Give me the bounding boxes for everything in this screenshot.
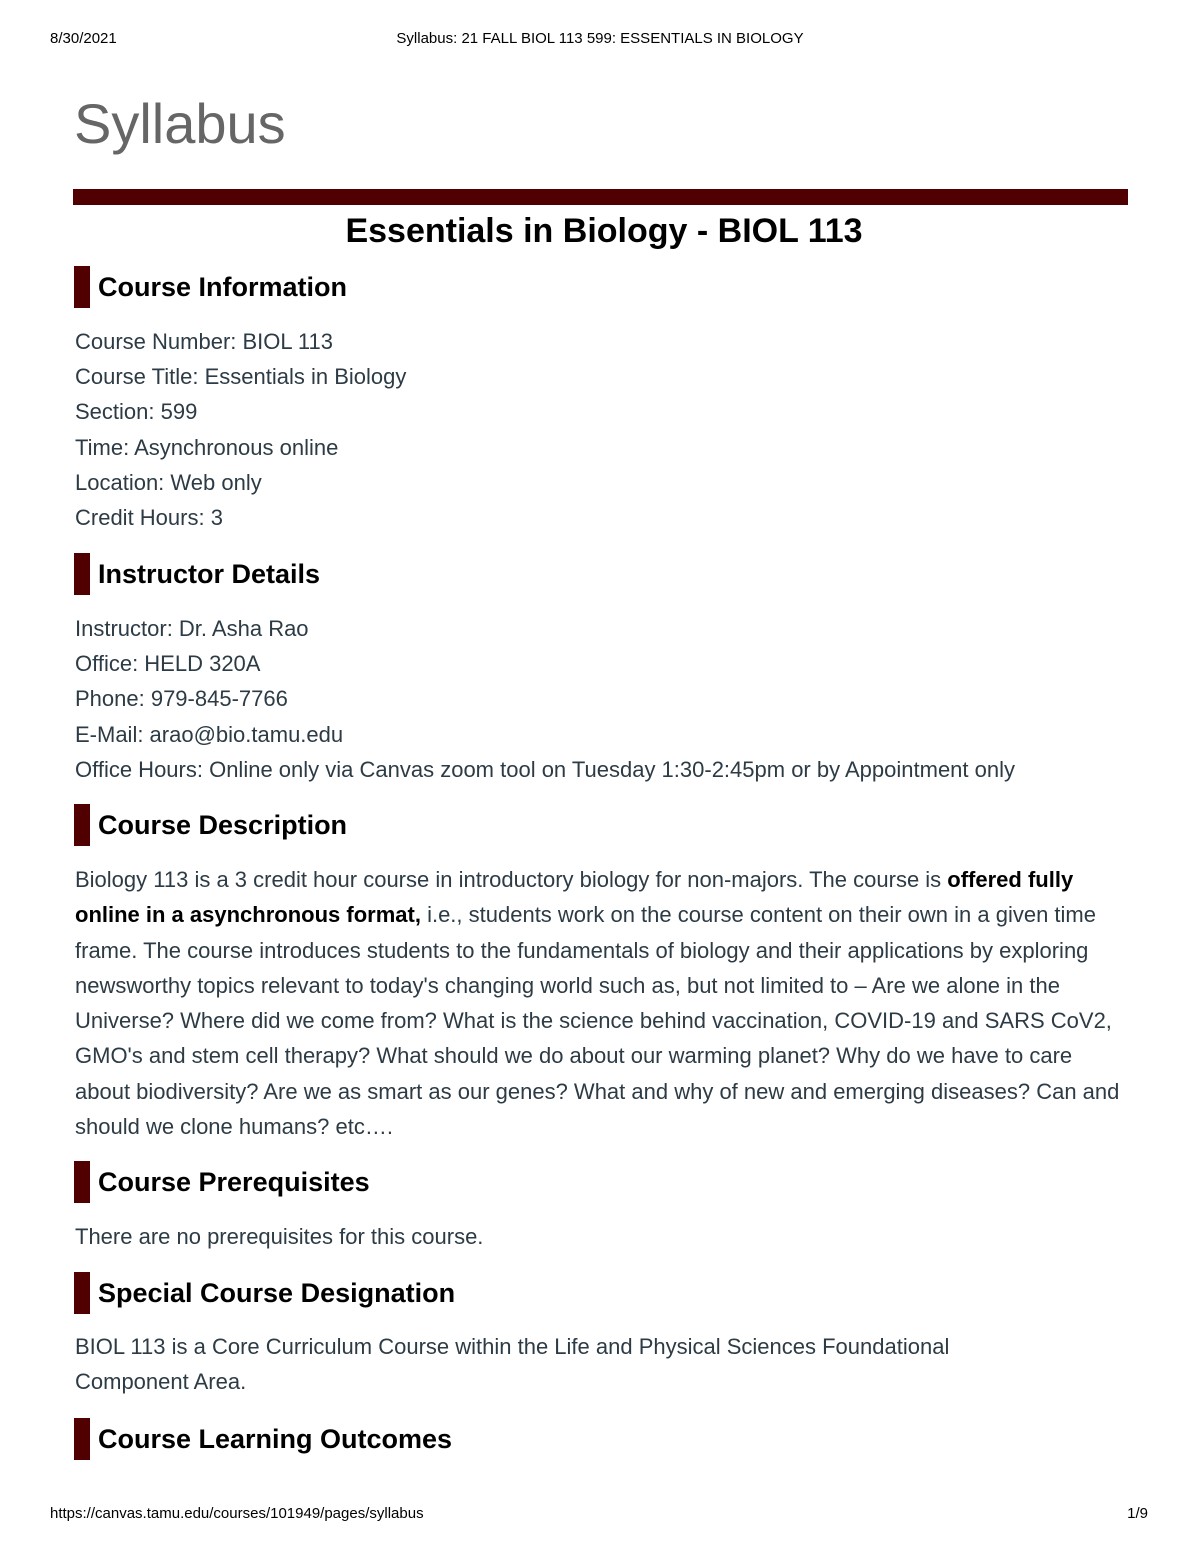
section-heading-instructor-details bbox=[74, 553, 320, 595]
instructor-office: Office: HELD 320A bbox=[75, 651, 261, 676]
course-number: Course Number: BIOL 113 bbox=[75, 329, 334, 354]
instructor-office-hours: Office Hours: Online only via Canvas zoom tool on Tuesday 1:30-2:45pm or by Appointment only bbox=[75, 757, 1015, 782]
section-title: Special Course Designation bbox=[98, 1277, 456, 1308]
course-section: Section: 599 bbox=[75, 399, 198, 424]
designation-text: BIOL 113 is a Core Curriculum Course within the Life and Physical Sciences Foundational Component Area. bbox=[75, 1334, 950, 1395]
title-divider-bar bbox=[73, 189, 1128, 205]
prerequisites-text: There are no prerequisites for this course. bbox=[75, 1224, 484, 1249]
section-marker bbox=[74, 804, 90, 846]
course-heading: Essentials in Biology - BIOL 113 bbox=[345, 212, 863, 250]
section-marker bbox=[74, 1161, 90, 1203]
section-marker bbox=[74, 1272, 90, 1314]
course-credit-hours: Credit Hours: 3 bbox=[75, 505, 223, 530]
print-page-title: Syllabus: 21 FALL BIOL 113 599: ESSENTIALS IN BIOLOGY bbox=[396, 30, 804, 47]
course-time: Time: Asynchronous online bbox=[75, 435, 339, 460]
print-url[interactable]: https://canvas.tamu.edu/courses/101949/pages/syllabus bbox=[50, 1505, 424, 1522]
section-heading-course-information bbox=[74, 266, 347, 308]
section-heading-course-description bbox=[74, 804, 347, 846]
section-heading-course-prerequisites bbox=[74, 1161, 370, 1203]
instructor-name: Instructor: Dr. Asha Rao bbox=[75, 616, 309, 641]
section-title: Course Information bbox=[98, 271, 348, 302]
description-body: i.e., students work on the course content on their own in a given time frame. The course introduces students to the fundamentals of biology and their applications by exploring newsworthy topics relevant to today's changing world such as, but not limited to – Are we alone in the Universe? Where did we come from? What is the science behind vaccination, COVID-19 and SARS CoV2, GMO's and stem cell therapy? What should we do about our warming planet? Why do we have to care about biodiversity? Are we as smart as our genes? What and why of new and emerging diseases? Can and should we clone humans? etc…. bbox=[75, 902, 1120, 1140]
instructor-email: E-Mail: arao@bio.tamu.edu bbox=[75, 722, 344, 747]
course-description-text bbox=[75, 862, 1125, 1144]
section-marker bbox=[74, 553, 90, 595]
course-location: Location: Web only bbox=[75, 470, 262, 495]
section-heading-course-learning-outcomes bbox=[74, 1418, 452, 1460]
course-title: Course Title: Essentials in Biology bbox=[75, 364, 407, 389]
section-heading-special-course-designation bbox=[74, 1272, 455, 1314]
section-marker bbox=[74, 1418, 90, 1460]
print-date: 8/30/2021 bbox=[50, 30, 117, 47]
instructor-phone: Phone: 979-845-7766 bbox=[75, 686, 288, 711]
print-page-number: 1/9 bbox=[1127, 1505, 1148, 1522]
section-marker bbox=[74, 266, 90, 308]
section-title: Instructor Details bbox=[98, 558, 321, 589]
description-intro: Biology 113 is a 3 credit hour course in introductory biology for non-majors. The course is bbox=[75, 867, 948, 892]
description-bold-format: offered fully online in a asynchronous format, bbox=[75, 867, 1074, 928]
section-title: Course Prerequisites bbox=[98, 1166, 370, 1197]
page-title: Syllabus bbox=[74, 92, 286, 155]
section-title: Course Learning Outcomes bbox=[98, 1423, 453, 1454]
section-title: Course Description bbox=[98, 809, 348, 840]
